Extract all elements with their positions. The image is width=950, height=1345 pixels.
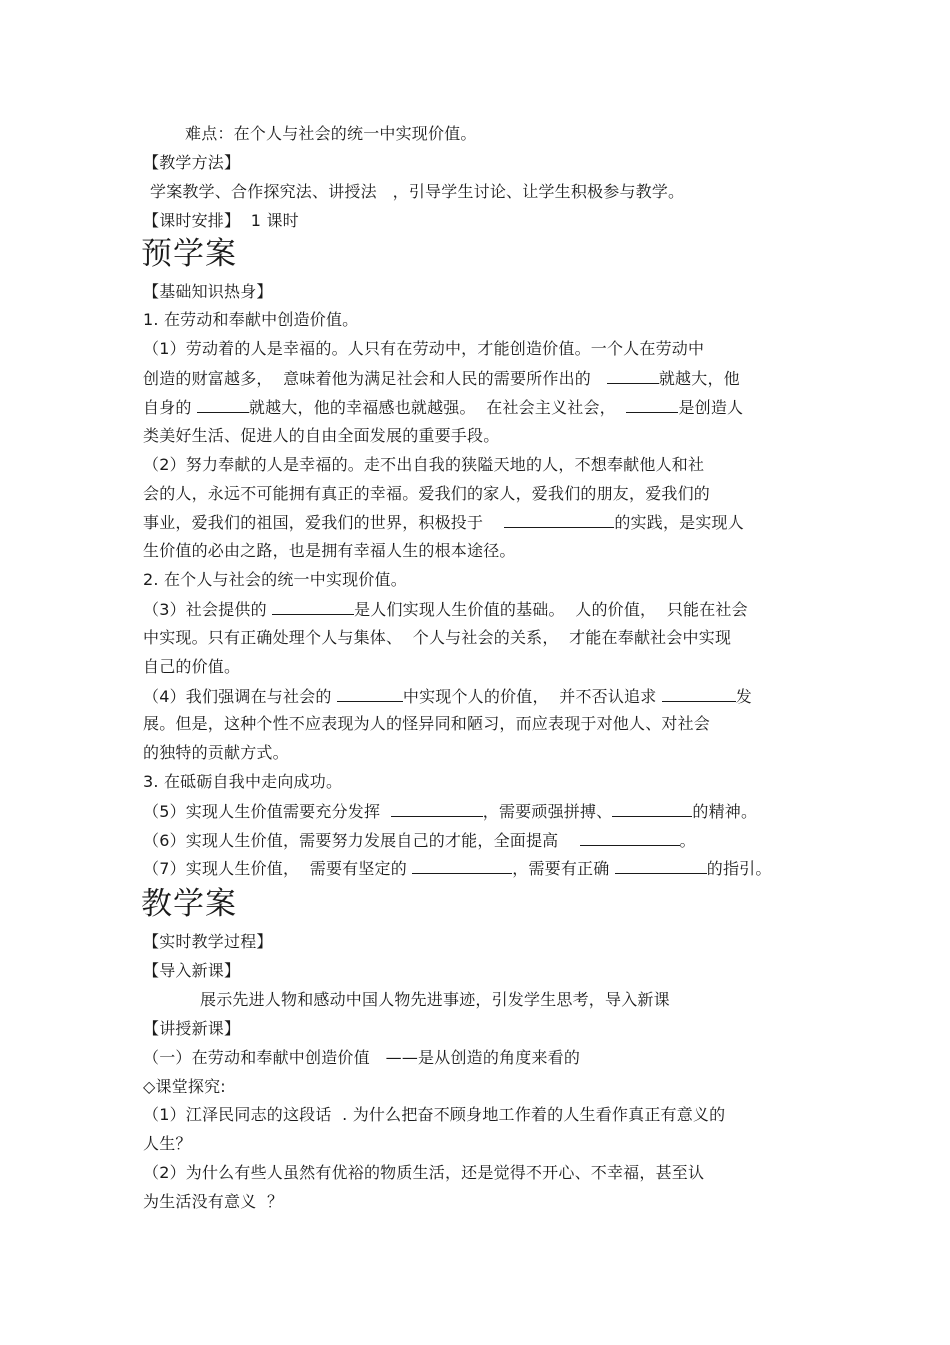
section-new-lesson: 【讲授新课】 <box>143 1019 241 1038</box>
paragraph-1-line-2 <box>143 368 740 389</box>
fill-blank[interactable] <box>272 599 354 615</box>
paragraph-2-line-2: 会的人，永远不可能拥有真正的幸福。爱我们的家人，爱我们的朋友，爱我们的 <box>143 484 711 503</box>
teaching-method-text: 学案教学、合作探究法、讲授法 ，引导学生讨论、让学生积极参与教学。 <box>150 182 685 201</box>
text-segment: 。 <box>679 831 696 850</box>
section-introduction: 【导入新课】 <box>143 961 241 980</box>
fill-blank[interactable] <box>612 801 692 817</box>
paragraph-1-line-1: （1）劳动着的人是幸福的。人只有在劳动中，才能创造价值。一个人在劳动中 <box>143 339 705 358</box>
heading-teaching-plan: 教学案 <box>141 886 237 922</box>
paragraph-4-line-2: 展。但是，这种个性不应表现为人的怪异同和陋习，而应表现于对他人、对社会 <box>143 714 711 733</box>
paragraph-2-line-1: （2）努力奉献的人是幸福的。走不出自我的狭隘天地的人，不想奉献他人和社 <box>143 455 705 474</box>
classroom-inquiry-label: ◇课堂探究: <box>143 1077 226 1096</box>
text-segment: 中实现个人的价值， 并不否认追求 <box>402 687 662 706</box>
topic-1-heading: 1. 在劳动和奉献中创造价值。 <box>143 310 359 329</box>
introduction-text: 展示先进人物和感动中国人物先进事迹，引发学生思考，导入新课 <box>200 990 670 1009</box>
text-segment: 就越大，他的幸福感也就越强。 在社会主义社会， <box>248 398 627 417</box>
section-class-hours: 【课时安排】 1 课时 <box>143 211 299 230</box>
text-segment: 创造的财富越多， 意味着他为满足社会和人民的需要所作出的 <box>143 369 607 388</box>
question-1-line-2: 人生？ <box>143 1134 192 1153</box>
paragraph-3-line-2: 中实现。只有正确处理个人与集体、 个人与社会的关系， 才能在奉献社会中实现 <box>143 628 732 647</box>
topic-3-heading: 3. 在砥砺自我中走向成功。 <box>143 772 343 791</box>
section-teaching-method: 【教学方法】 <box>143 153 241 172</box>
part-1-heading: （一）在劳动和奉献中创造价值 ——是从创造的角度来看的 <box>143 1048 581 1067</box>
fill-blank[interactable] <box>626 397 678 413</box>
paragraph-4-line-3: 的独特的贡献方式。 <box>143 743 289 762</box>
text-segment: （5）实现人生价值需要充分发挥 <box>143 802 391 821</box>
fill-blank[interactable] <box>662 686 736 702</box>
paragraph-3-line-3: 自己的价值。 <box>143 657 241 676</box>
text-segment: （4）我们强调在与社会的 <box>143 687 337 706</box>
text-segment: （7）实现人生价值， 需要有坚定的 <box>143 859 413 878</box>
fill-blank[interactable] <box>412 858 512 874</box>
item-7-line <box>143 858 772 879</box>
text-segment: 事业，爱我们的祖国，爱我们的世界，积极投于 <box>143 513 505 532</box>
text-segment: ，需要顽强拼搏、 <box>482 802 613 821</box>
text-segment: （3）社会提供的 <box>143 600 273 619</box>
text-segment: 自身的 <box>143 398 197 417</box>
heading-preview-plan: 预学案 <box>141 236 237 272</box>
text-segment: 是创造人 <box>678 398 744 417</box>
item-5-line <box>143 801 757 822</box>
text-segment: 的精神。 <box>692 802 758 821</box>
difficulty-line: 难点：在个人与社会的统一中实现价值。 <box>185 124 477 143</box>
paragraph-4-line-1 <box>143 686 752 707</box>
question-2-line-1: （2）为什么有些人虽然有优裕的物质生活，还是觉得不开心、不幸福，甚至认 <box>143 1163 705 1182</box>
fill-blank[interactable] <box>580 830 680 846</box>
text-segment: 是人们实现人生价值的基础。 人的价值， 只能在社会 <box>354 600 748 619</box>
text-segment: ，需要有正确 <box>512 859 615 878</box>
text-segment: 就越大，他 <box>658 369 740 388</box>
section-realtime-process: 【实时教学过程】 <box>143 932 273 951</box>
item-6-line <box>143 830 696 851</box>
text-segment: 发 <box>735 687 752 706</box>
fill-blank[interactable] <box>337 686 403 702</box>
paragraph-1-line-3 <box>143 397 743 418</box>
topic-2-heading: 2. 在个人与社会的统一中实现价值。 <box>143 570 407 589</box>
paragraph-2-line-3 <box>143 512 744 533</box>
fill-blank[interactable] <box>615 858 707 874</box>
fill-blank[interactable] <box>197 397 249 413</box>
paragraph-1-line-4: 类美好生活、促进人的自由全面发展的重要手段。 <box>143 426 500 445</box>
text-segment: 的指引。 <box>706 859 772 878</box>
question-1-line-1: （1）江泽民同志的这段话 . 为什么把奋不顾身地工作着的人生看作真正有意义的 <box>143 1105 726 1124</box>
fill-blank[interactable] <box>391 801 483 817</box>
fill-blank[interactable] <box>607 368 659 384</box>
text-segment: 的实践，是实现人 <box>614 513 744 532</box>
question-2-line-2: 为生活没有意义 ？ <box>143 1192 284 1211</box>
section-basic-knowledge: 【基础知识热身】 <box>143 282 273 301</box>
fill-blank[interactable] <box>504 512 614 528</box>
paragraph-2-line-4: 生价值的必由之路，也是拥有幸福人生的根本途径。 <box>143 541 516 560</box>
text-segment: （6）实现人生价值，需要努力发展自己的才能，全面提高 <box>143 831 580 850</box>
paragraph-3-line-1 <box>143 599 748 620</box>
